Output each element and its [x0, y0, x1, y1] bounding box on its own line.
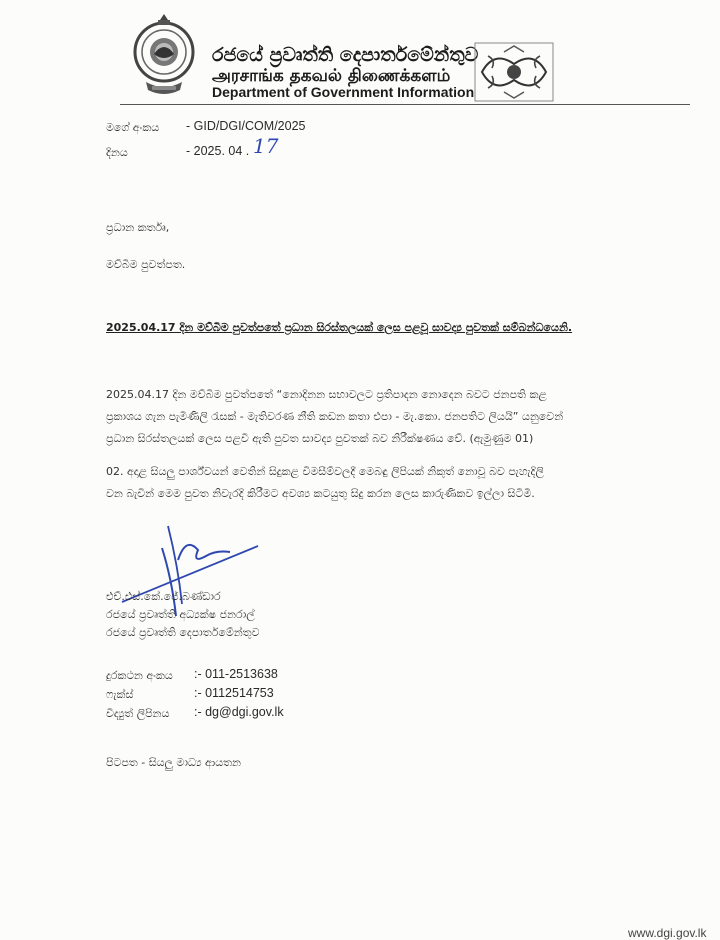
body-paragraph-1	[106, 384, 616, 450]
paragraph-line: 02. අදාළ සියලු පාර්ශ්වයන් වෙතින් සිදුකළ විමසීම්වලදී මෙබඳු ලිපියක් නිකුත් නොවූ බව පැහැදිලි	[106, 465, 544, 478]
body-paragraph-2	[106, 461, 616, 505]
footer-website: www.dgi.gov.lk	[628, 926, 707, 940]
contact-label-phone: දුරකථන අංකය	[106, 669, 173, 682]
header-divider	[120, 104, 690, 105]
reference-number: - GID/DGI/COM/2025	[186, 119, 306, 133]
signatory-department: රජයේ ප්‍රවෘත්ති දෙපාර්තමේන්තුව	[106, 626, 260, 639]
recipient-title: ප්‍රධාන කර්තෘ,	[106, 221, 170, 234]
date-value: - 2025. 04 .	[186, 144, 250, 158]
department-title-english: Department of Government Information	[212, 84, 475, 100]
paragraph-line: ප්‍රකාශය ගැන පැමිණිලි රැසක් - මැතිවරණ නීති කඩන කතා එපා - මැ.කො. ජනපතිට ලියයි” යනුවෙන්	[106, 410, 564, 423]
subject-line: 2025.04.17 දින මව්බිම පුවත්පතේ ප්‍රධාන සිරස්තලයක් ලෙස පළවූ සාවද්‍ය පුවතක් සම්බන්ධයෙනි.	[106, 321, 573, 334]
signatory-name: එච්.එස්.කේ.ජේ.බණ්ඩාර	[106, 590, 221, 603]
copy-to-line: පිටපත - සියලු මාධ්‍ය ආයතන	[106, 756, 241, 769]
reference-label: මගේ අංකය	[106, 121, 160, 134]
date-label: දිනය	[106, 146, 128, 159]
paragraph-line: වන බැවින් මෙම පුවත නිවැරදි කිරීමට අවශ්‍ය කටයුතු සිදු කරන ලෙස කාරුණිකව ඉල්ලා සිටිමි.	[106, 487, 535, 500]
sri-lanka-emblem	[132, 12, 196, 100]
contact-value-email: :- dg@dgi.gov.lk	[194, 705, 284, 719]
contact-value-fax: :- 0112514753	[194, 686, 274, 700]
department-title-sinhala: රජයේ ප්‍රවෘත්ති දෙපාර්තමේන්තුව	[212, 44, 479, 66]
contact-value-phone: :- 011-2513638	[194, 667, 278, 681]
decorative-motif-icon	[474, 42, 554, 102]
contact-label-email: විද්‍යුත් ලිපිනය	[106, 707, 170, 720]
signatory-designation: රජයේ ප්‍රවෘත්ති අධ්‍යක්ෂ ජනරාල්	[106, 608, 255, 621]
recipient-newspaper: මව්බිම පුවත්පත.	[106, 258, 186, 271]
contact-label-fax: ෆැක්ස්	[106, 688, 134, 701]
department-title-tamil: அரசாங்க தகவல் திணைக்களம்	[212, 66, 451, 86]
paragraph-line: ප්‍රධාන සිරස්තලයක් ලෙස පළවී ඇති පුවත සාවද්‍ය පුවතක් බව නිරීක්ෂණය වේ. (ඇමුණුම 01)	[106, 432, 534, 445]
paragraph-line: 2025.04.17 දින මව්බිම පුවත්පතේ “නොදිනන සභාවලට ප්‍රතිපාදන නොදෙන බවට ජනපති කළ	[106, 388, 547, 401]
handwritten-day: 17	[253, 134, 279, 158]
